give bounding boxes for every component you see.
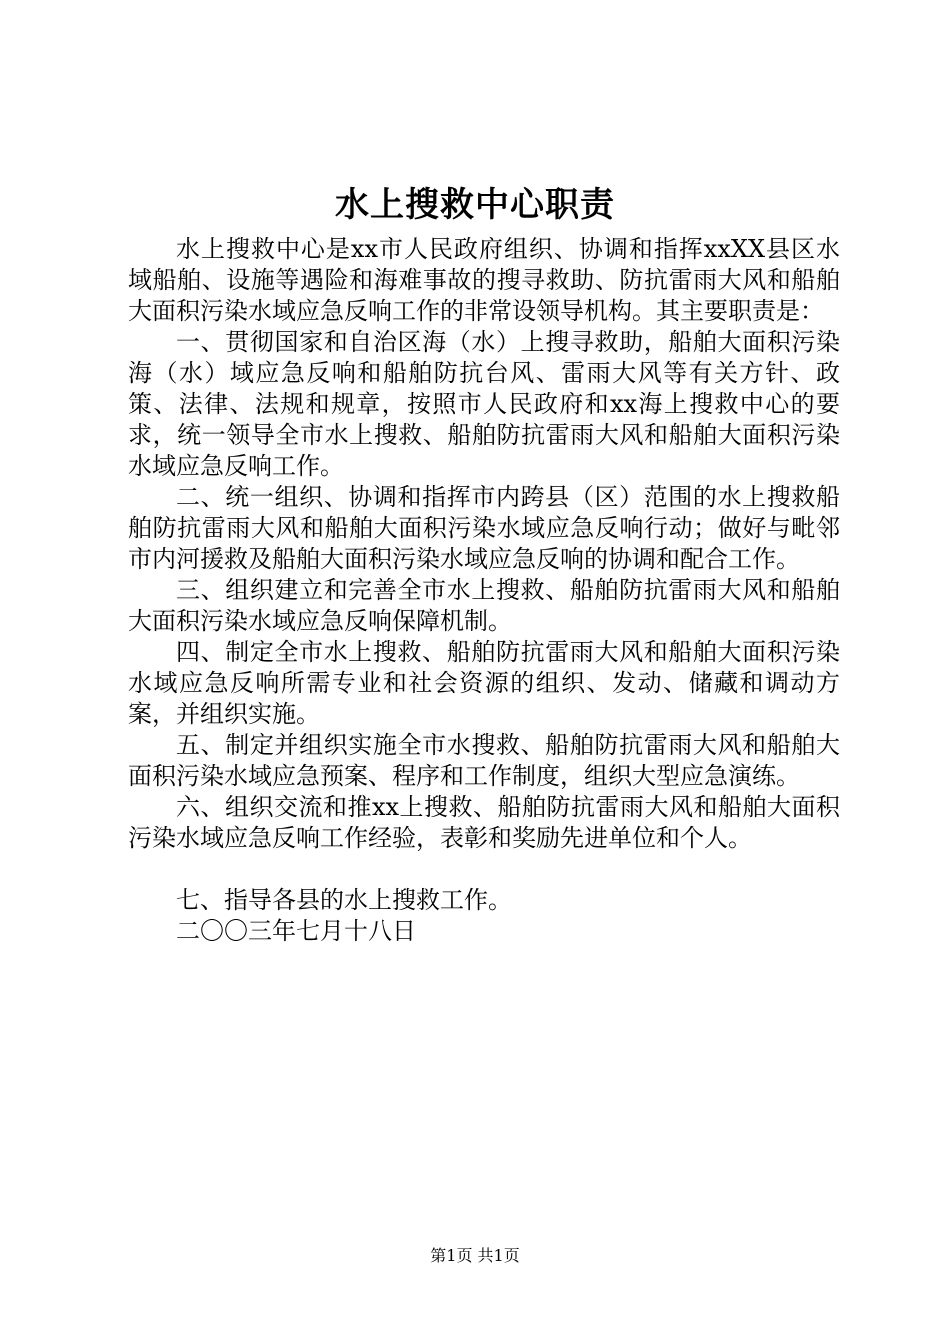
duty-item-7: 七、指导各县的水上搜救工作。: [176, 886, 512, 914]
document-date: 二〇〇三年七月十八日: [176, 917, 416, 945]
intro-paragraph: 水上搜救中心是xx市人民政府组织、协调和指挥xxXX县区水域船舶、设施等遇险和海难事故的搜寻救助、防抗雷雨大风和船舶大面积污染水域应急反响工作的非常设领导机构。其主要职责是：: [128, 235, 840, 325]
document-body: [128, 234, 840, 947]
duty-item-5: 五、制定并组织实施全市水搜救、船舶防抗雷雨大风和船舶大面积污染水域应急预案、程序和工作制度，组织大型应急演练。: [128, 731, 840, 790]
duty-item-6: 六、组织交流和推xx上搜救、船舶防抗雷雨大风和船舶大面积污染水域应急反响工作经验，表彰和奖励先进单位和个人。: [128, 793, 840, 852]
document-title: 水上搜救中心职责: [335, 185, 615, 225]
duty-item-2: 二、统一组织、协调和指挥市内跨县（区）范围的水上搜救船舶防抗雷雨大风和船舶大面积污染水域应急反响行动；做好与毗邻市内河援救及船舶大面积污染水域应急反响的协调和配合工作。: [128, 483, 840, 573]
duty-item-4: 四、制定全市水上搜救、船舶防抗雷雨大风和船舶大面积污染水域应急反响所需专业和社会资源的组织、发动、储藏和调动方案，并组织实施。: [128, 638, 840, 728]
duty-item-1: 一、贯彻国家和自治区海（水）上搜寻救助，船舶大面积污染海（水）域应急反响和船舶防抗台风、雷雨大风等有关方针、政策、法律、法规和规章，按照市人民政府和xx海上搜救中心的要求，统一领导全市水上搜救、船舶防抗雷雨大风和船舶大面积污染水域应急反响工作。: [128, 328, 840, 480]
page-number-footer: 第1页 共1页: [430, 1246, 520, 1265]
duty-item-3: 三、组织建立和完善全市水上搜救、船舶防抗雷雨大风和船舶大面积污染水域应急反响保障机制。: [128, 576, 840, 635]
